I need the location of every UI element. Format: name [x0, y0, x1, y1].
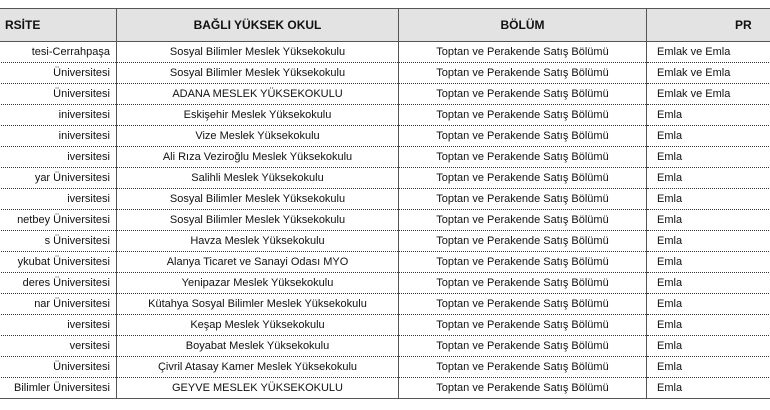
cell-program-text: Emla: [657, 381, 683, 394]
cell-okul-text: Alanya Ticaret ve Sanayi Odası MYO: [166, 255, 349, 268]
cell-okul[interactable]: [117, 252, 399, 273]
cell-program[interactable]: [647, 252, 770, 273]
cell-program[interactable]: [647, 357, 770, 378]
cell-program-text: Emlak ve Emla: [657, 66, 731, 79]
cell-bolum[interactable]: [399, 357, 647, 378]
cell-universite-text: Üniversitesi: [53, 360, 110, 373]
cell-okul-text: ADANA MESLEK YÜKSEKOKULU: [172, 87, 343, 100]
table-row: [0, 210, 770, 231]
table-row: [0, 231, 770, 252]
cell-bolum-text: Toptan ve Perakende Satış Bölümü: [436, 108, 609, 121]
cell-program[interactable]: [647, 315, 770, 336]
cell-universite[interactable]: [0, 210, 117, 231]
cell-program-text: Emla: [657, 276, 683, 289]
table-row: [0, 63, 770, 84]
cell-program-text: Emla: [657, 234, 683, 247]
table-row: [0, 357, 770, 378]
cell-bolum-text: Toptan ve Perakende Satış Bölümü: [436, 150, 609, 163]
cell-okul[interactable]: [117, 336, 399, 357]
cell-universite-text: netbey Üniversitesi: [17, 213, 110, 226]
cell-bolum-text: Toptan ve Perakende Satış Bölümü: [436, 297, 609, 310]
cell-universite-text: s Üniversitesi: [44, 234, 110, 247]
cell-universite[interactable]: [0, 357, 117, 378]
cell-universite[interactable]: [0, 84, 117, 105]
cell-program[interactable]: [647, 294, 770, 315]
cell-program-text: Emla: [657, 192, 683, 205]
cell-program[interactable]: [647, 63, 770, 84]
cell-okul[interactable]: [117, 231, 399, 252]
cell-okul[interactable]: [117, 84, 399, 105]
cell-okul-text: Salihli Meslek Yüksekokulu: [191, 171, 324, 184]
cell-universite[interactable]: [0, 294, 117, 315]
cell-bolum[interactable]: [399, 336, 647, 357]
cell-bolum[interactable]: [399, 126, 647, 147]
cell-okul[interactable]: [117, 357, 399, 378]
cell-bolum[interactable]: [399, 252, 647, 273]
cell-okul[interactable]: [117, 294, 399, 315]
cell-bolum[interactable]: [399, 231, 647, 252]
cell-universite[interactable]: [0, 336, 117, 357]
cell-program[interactable]: [647, 105, 770, 126]
table-row: [0, 189, 770, 210]
cell-okul-text: Yenipazar Meslek Yüksekokulu: [181, 276, 334, 289]
cell-okul-text: Eskişehir Meslek Yüksekokulu: [183, 108, 332, 121]
cell-program[interactable]: [647, 273, 770, 294]
cell-bolum-text: Toptan ve Perakende Satış Bölümü: [436, 255, 609, 268]
header-row: [0, 9, 770, 42]
cell-okul-text: Keşap Meslek Yüksekokulu: [190, 318, 325, 331]
cell-universite-text: deres Üniversitesi: [22, 276, 110, 289]
cell-okul-text: Havza Meslek Yüksekokulu: [190, 234, 325, 247]
cell-universite-text: yar Üniversitesi: [34, 171, 110, 184]
cell-program-text: Emlak ve Emla: [657, 45, 731, 58]
cell-bolum-text: Toptan ve Perakende Satış Bölümü: [436, 45, 609, 58]
cell-bolum-text: Toptan ve Perakende Satış Bölümü: [436, 360, 609, 373]
cell-program-text: Emlak ve Emla: [657, 87, 731, 100]
cell-program-text: Emla: [657, 213, 683, 226]
cell-universite-text: versitesi: [69, 339, 110, 352]
table-row: [0, 84, 770, 105]
cell-program[interactable]: [647, 42, 770, 63]
cell-bolum[interactable]: [399, 378, 647, 399]
cell-universite[interactable]: [0, 315, 117, 336]
cell-bolum[interactable]: [399, 42, 647, 63]
cell-universite-text: Üniversitesi: [53, 87, 110, 100]
cell-bolum-text: Toptan ve Perakende Satış Bölümü: [436, 171, 609, 184]
cell-universite[interactable]: [0, 42, 117, 63]
cell-okul[interactable]: [117, 126, 399, 147]
cell-program[interactable]: [647, 168, 770, 189]
cell-universite-text: iniversitesi: [58, 129, 110, 142]
cell-program-text: Emla: [657, 150, 683, 163]
table-row: [0, 147, 770, 168]
cell-bolum-text: Toptan ve Perakende Satış Bölümü: [436, 192, 609, 205]
cell-universite-text: ykubat Üniversitesi: [17, 255, 110, 268]
cell-universite-text: nar Üniversitesi: [34, 297, 110, 310]
cell-bolum[interactable]: [399, 315, 647, 336]
header-bolum[interactable]: BÖLÜM: [399, 9, 647, 42]
cell-universite[interactable]: [0, 105, 117, 126]
top-margin: [0, 0, 770, 8]
cell-bolum[interactable]: [399, 273, 647, 294]
table-row: [0, 105, 770, 126]
cell-universite[interactable]: [0, 189, 117, 210]
cell-universite[interactable]: [0, 126, 117, 147]
cell-okul-text: Sosyal Bilimler Meslek Yüksekokulu: [169, 192, 346, 205]
cell-program[interactable]: [647, 126, 770, 147]
cell-okul-text: GEYVE MESLEK YÜKSEKOKULU: [172, 381, 343, 394]
cell-program-text: Emla: [657, 339, 683, 352]
cell-universite[interactable]: [0, 168, 117, 189]
cell-program-text: Emla: [657, 108, 683, 121]
cell-universite[interactable]: [0, 231, 117, 252]
cell-bolum-text: Toptan ve Perakende Satış Bölümü: [436, 213, 609, 226]
cell-universite[interactable]: [0, 273, 117, 294]
cell-universite-text: tesi-Cerrahpaşa: [31, 45, 110, 58]
cell-program[interactable]: [647, 210, 770, 231]
cell-bolum[interactable]: [399, 63, 647, 84]
cell-okul[interactable]: [117, 147, 399, 168]
header-universite[interactable]: RSİTE: [0, 9, 117, 42]
cell-bolum[interactable]: [399, 189, 647, 210]
cell-universite[interactable]: [0, 378, 117, 399]
cell-program-text: Emla: [657, 360, 683, 373]
cell-program-text: Emla: [657, 171, 683, 184]
cell-program[interactable]: [647, 336, 770, 357]
cell-program-text: Emla: [657, 255, 683, 268]
cell-bolum[interactable]: [399, 168, 647, 189]
cell-universite-text: iniversitesi: [58, 108, 110, 121]
table-row: [0, 252, 770, 273]
cell-universite-text: iversitesi: [67, 192, 110, 205]
cell-bolum[interactable]: [399, 105, 647, 126]
cell-okul[interactable]: [117, 42, 399, 63]
cell-program[interactable]: [647, 147, 770, 168]
cell-bolum-text: Toptan ve Perakende Satış Bölümü: [436, 276, 609, 289]
cell-universite[interactable]: [0, 63, 117, 84]
cell-program[interactable]: [647, 189, 770, 210]
cell-universite[interactable]: [0, 252, 117, 273]
cell-okul-text: Vize Meslek Yüksekokulu: [195, 129, 320, 142]
cell-bolum[interactable]: [399, 147, 647, 168]
cell-universite-text: iversitesi: [67, 318, 110, 331]
cell-bolum-text: Toptan ve Perakende Satış Bölümü: [436, 318, 609, 331]
cell-program[interactable]: [647, 84, 770, 105]
cell-program[interactable]: [647, 231, 770, 252]
table-row: [0, 273, 770, 294]
cell-bolum-text: Toptan ve Perakende Satış Bölümü: [436, 381, 609, 394]
cell-okul[interactable]: [117, 378, 399, 399]
table-row: [0, 42, 770, 63]
cell-program[interactable]: [647, 378, 770, 399]
cell-okul-text: Sosyal Bilimler Meslek Yüksekokulu: [169, 45, 346, 58]
cell-okul[interactable]: [117, 168, 399, 189]
cell-bolum-text: Toptan ve Perakende Satış Bölümü: [436, 66, 609, 79]
cell-okul-text: Sosyal Bilimler Meslek Yüksekokulu: [169, 213, 346, 226]
cell-program-text: Emla: [657, 318, 683, 331]
cell-universite-text: Bilimler Üniversitesi: [14, 381, 110, 394]
cell-okul-text: Kütahya Sosyal Bilimler Meslek Yüksekokulu: [148, 297, 367, 310]
table-row: [0, 126, 770, 147]
table-row: [0, 315, 770, 336]
cell-bolum[interactable]: [399, 84, 647, 105]
cell-bolum-text: Toptan ve Perakende Satış Bölümü: [436, 339, 609, 352]
cell-bolum[interactable]: [399, 294, 647, 315]
cell-bolum-text: Toptan ve Perakende Satış Bölümü: [436, 129, 609, 142]
table-row: [0, 378, 770, 399]
table-row: [0, 168, 770, 189]
cell-okul-text: Boyabat Meslek Yüksekokulu: [185, 339, 330, 352]
cell-bolum[interactable]: [399, 210, 647, 231]
cell-program-text: Emla: [657, 129, 683, 142]
cell-program-text: Emla: [657, 297, 683, 310]
cell-bolum-text: Toptan ve Perakende Satış Bölümü: [436, 234, 609, 247]
table-row: [0, 336, 770, 357]
header-okul[interactable]: BAĞLI YÜKSEK OKUL: [117, 9, 399, 42]
header-program[interactable]: PR: [647, 9, 770, 42]
cell-okul[interactable]: [117, 63, 399, 84]
program-table: [0, 8, 770, 399]
cell-okul[interactable]: [117, 210, 399, 231]
cell-okul[interactable]: [117, 273, 399, 294]
cell-okul-text: Sosyal Bilimler Meslek Yüksekokulu: [169, 66, 346, 79]
cell-universite-text: iversitesi: [67, 150, 110, 163]
cell-okul[interactable]: [117, 105, 399, 126]
cell-okul[interactable]: [117, 315, 399, 336]
table-row: [0, 294, 770, 315]
cell-okul[interactable]: [117, 189, 399, 210]
cell-okul-text: Çivril Atasay Kamer Meslek Yüksekokulu: [157, 360, 358, 373]
cell-okul-text: Ali Rıza Veziroğlu Meslek Yüksekokulu: [162, 150, 353, 163]
cell-universite[interactable]: [0, 147, 117, 168]
cell-universite-text: Üniversitesi: [53, 66, 110, 79]
cell-bolum-text: Toptan ve Perakende Satış Bölümü: [436, 87, 609, 100]
